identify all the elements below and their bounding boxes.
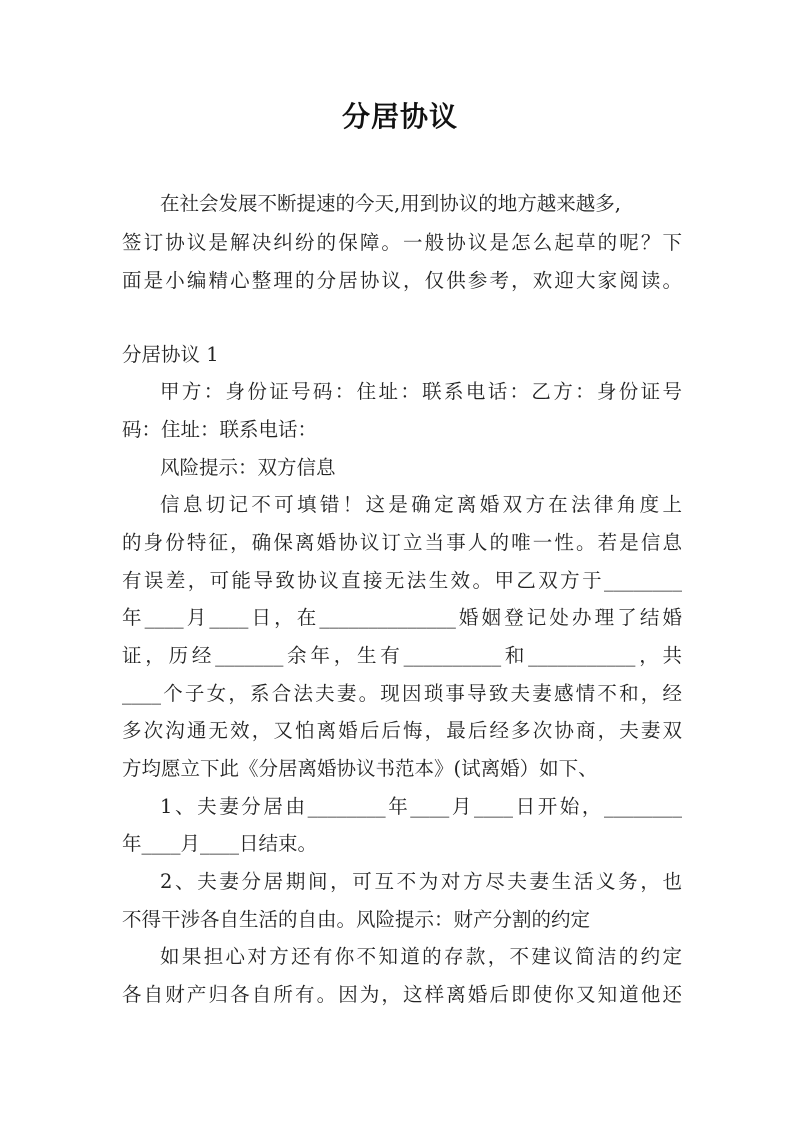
- body-line-2: 码：住址：联系电话：: [122, 418, 318, 441]
- body-line-13: 年____月____日结束。: [122, 832, 318, 855]
- body-line-11: 方均愿立下此《分居离婚协议书范本》(试离婚）如下、: [122, 757, 598, 780]
- body-line-12: 1、夫妻分居由________年____月____日开始，________: [160, 795, 682, 818]
- body-line-3: 风险提示：双方信息: [160, 456, 336, 479]
- body-line-17: 各自财产归各自所有。因为，这样离婚后即使你又知道他还: [122, 983, 682, 1006]
- intro-line-2: 签订协议是解决纠纷的保障。一般协议是怎么起草的呢？下: [122, 231, 682, 254]
- body-line-14: 2、夫妻分居期间，可互不为对方尽夫妻生活义务，也: [160, 870, 682, 893]
- section-heading: 分居协议 1: [122, 343, 219, 366]
- body-line-15: 不得干涉各自生活的自由。风险提示：财产分割的约定: [122, 908, 591, 931]
- intro-line-3: 面是小编精心整理的分居协议，仅供参考，欢迎大家阅读。: [122, 269, 682, 292]
- body-line-7: 年____月____日，在______________婚姻登记处办理了结婚: [122, 606, 682, 629]
- body-line-10: 多次沟通无效，又怕离婚后后悔，最后经多次协商，夫妻双: [122, 719, 682, 742]
- document-title: 分居协议: [341, 100, 458, 133]
- body-line-16: 如果担心对方还有你不知道的存款，不建议简洁的约定: [160, 945, 682, 968]
- body-line-5: 的身份特征，确保离婚协议订立当事人的唯一性。若是信息: [122, 531, 682, 554]
- body-line-4: 信息切记不可填错！这是确定离婚双方在法律角度上: [160, 493, 682, 516]
- body-line-8: 证，历经_______余年，生有__________和___________，共: [122, 644, 682, 667]
- body-line-9: ____个子女，系合法夫妻。现因琐事导致夫妻感情不和，经: [122, 682, 682, 705]
- intro-line-1: 在社会发展不断提速的今天,用到协议的地方越来越多,: [160, 192, 621, 215]
- body-line-1: 甲方：身份证号码：住址：联系电话：乙方：身份证号: [160, 380, 682, 403]
- body-line-6: 有误差，可能导致协议直接无法生效。甲乙双方于________: [122, 569, 682, 592]
